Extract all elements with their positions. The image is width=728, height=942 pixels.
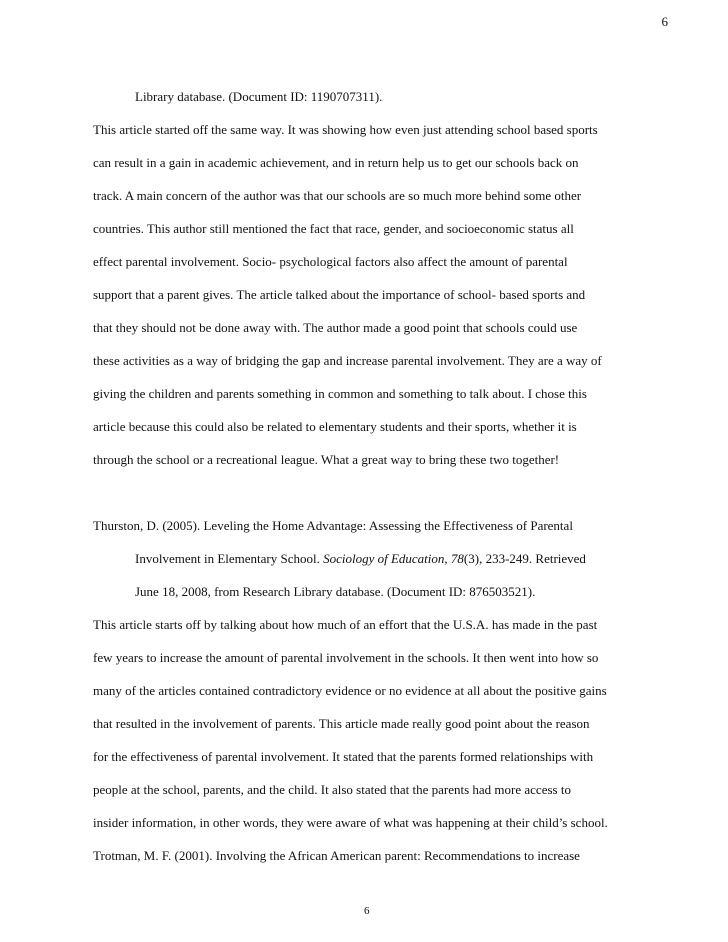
citation-after: (3), 233-249. Retrieved	[463, 551, 586, 566]
body-line-9: these activities as a way of bridging the gap and increase parental involvement. They are a way of	[93, 353, 602, 368]
header-page-number: 6	[661, 14, 668, 29]
body-line-19: that resulted in the involvement of parents. This article made really good point about the reason	[93, 716, 590, 731]
body-line-10: giving the children and parents something in common and something to talk about. I chose this	[93, 386, 587, 401]
body-line-6: effect parental involvement. Socio- psychological factors also affect the amount of parental	[93, 254, 568, 269]
citation-before: Involvement in Elementary School.	[135, 551, 324, 566]
body-line-11: article because this could also be related to elementary students and their sports, whether it is	[93, 419, 577, 434]
body-line-18: many of the articles contained contradictory evidence or no evidence at all about the positive gains	[93, 683, 607, 698]
body-line-1: Library database. (Document ID: 1190707311).	[135, 89, 383, 104]
body-line-17: few years to increase the amount of parental involvement in the schools. It then went into how so	[93, 650, 599, 665]
body-line-20: for the effectiveness of parental involvement. It stated that the parents formed relationships with	[93, 749, 594, 764]
body-line-7: support that a parent gives. The article talked about the importance of school- based sports and	[93, 287, 586, 302]
body-line-12: through the school or a recreational league. What a great way to bring these two together!	[93, 452, 560, 467]
reference-trotman: Trotman, M. F. (2001). Involving the African American parent: Recommendations to increase	[93, 848, 580, 863]
body-line-2: This article started off the same way. It was showing how even just attending school based sports	[93, 122, 598, 137]
body-line-21: people at the school, parents, and the child. It also stated that the parents had more access to	[93, 782, 571, 797]
footer-page-number: 6	[364, 905, 370, 917]
body-line-4: track. A main concern of the author was that our schools are so much more behind some other	[93, 188, 582, 203]
reference-thurston-citation	[135, 551, 586, 567]
journal-title: Sociology of Education, 78	[323, 551, 464, 566]
body-line-3: can result in a gain in academic achievement, and in return help us to get our schools back on	[93, 155, 579, 170]
body-line-8: that they should not be done away with. The author made a good point that schools could use	[93, 320, 578, 335]
body-line-22: insider information, in other words, they were aware of what was happening at their child’s school.	[93, 815, 608, 830]
body-line-16: This article starts off by talking about how much of an effort that the U.S.A. has made in the past	[93, 617, 598, 632]
reference-thurston-retrieval: June 18, 2008, from Research Library database. (Document ID: 876503521).	[135, 584, 536, 599]
body-line-5: countries. This author still mentioned the fact that race, gender, and socioeconomic status all	[93, 221, 574, 236]
reference-thurston: Thurston, D. (2005). Leveling the Home Advantage: Assessing the Effectiveness of Parental	[93, 518, 573, 533]
